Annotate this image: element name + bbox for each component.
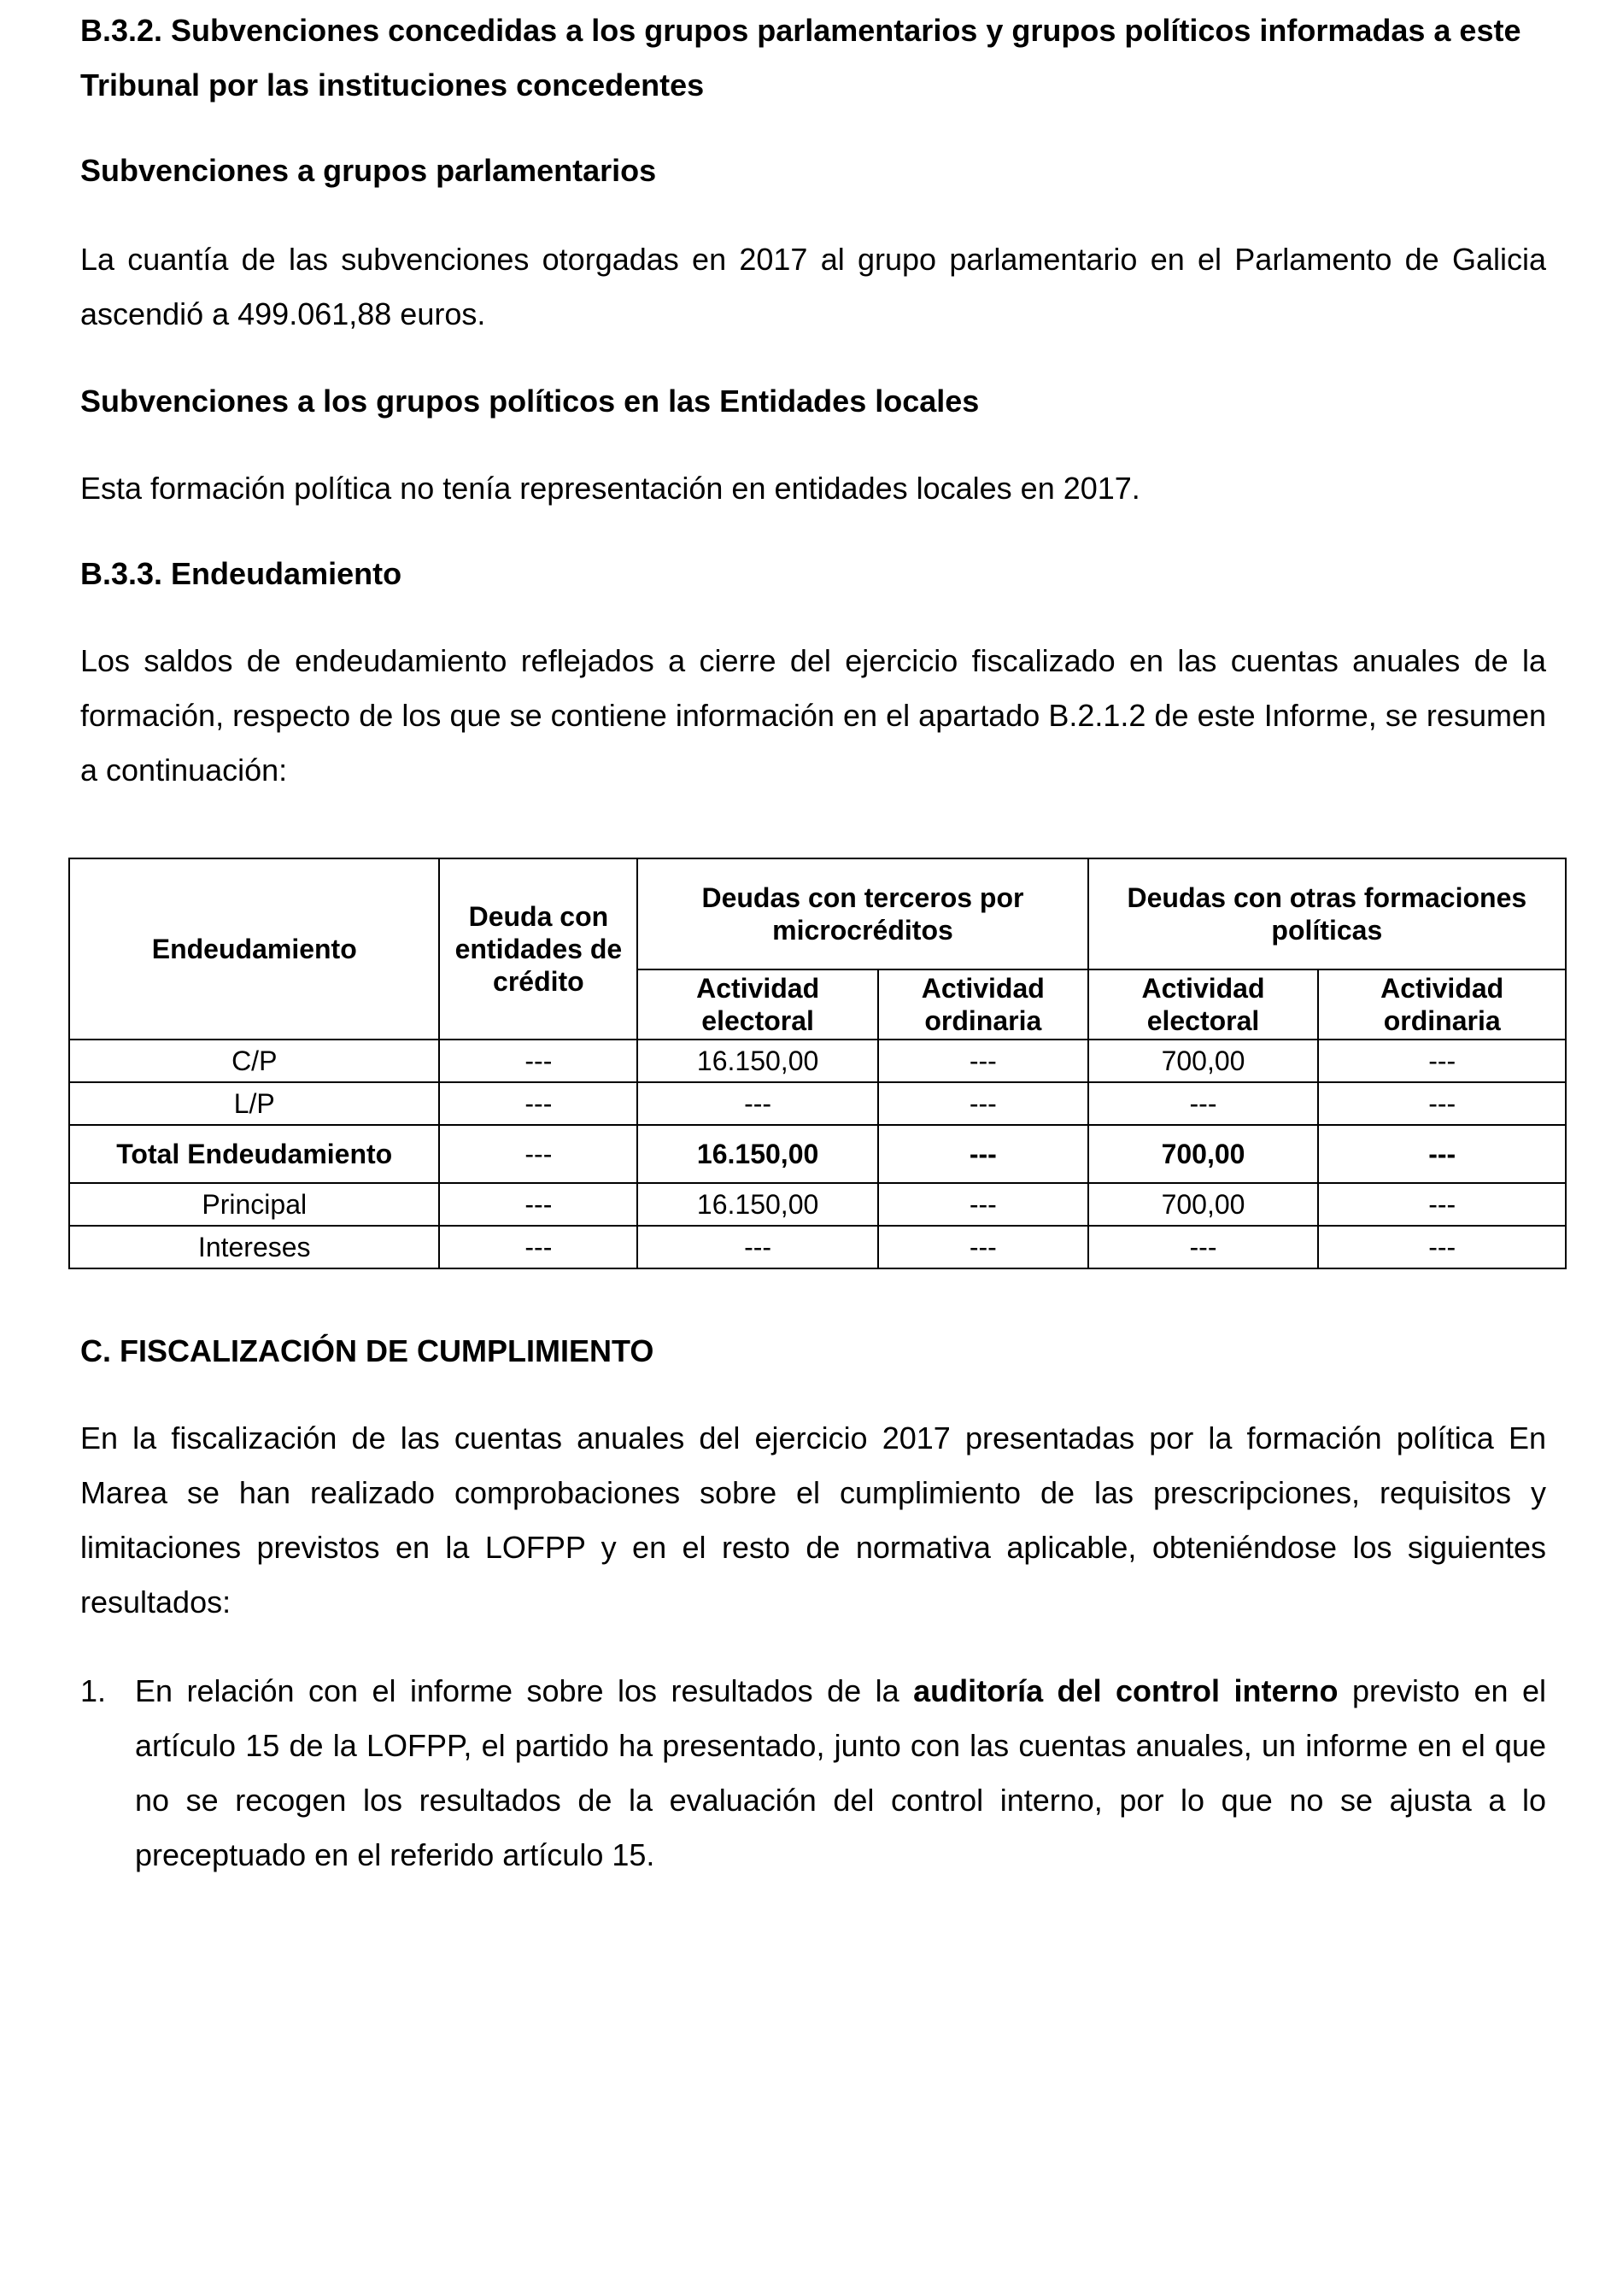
cell-micro-electoral: --- [637,1226,878,1268]
cell-other-electoral: 700,00 [1088,1040,1319,1082]
cell-credit: --- [439,1082,637,1125]
list-item-text [135,1664,1546,1883]
section-b33-heading: B.3.3. Endeudamiento [80,556,402,591]
row-label: Intereses [69,1226,439,1268]
debt-table-wrapper [68,858,1567,1269]
cell-micro-ordinaria: --- [878,1040,1088,1082]
cell-other-electoral: --- [1088,1226,1319,1268]
cell-micro-electoral: 16.150,00 [637,1183,878,1226]
cell-credit: --- [439,1125,637,1183]
cell-micro-electoral: 16.150,00 [637,1125,878,1183]
list-item-text-before: En relación con el informe sobre los resultados de la [135,1673,914,1708]
cell-other-electoral: 700,00 [1088,1125,1319,1183]
row-label: C/P [69,1040,439,1082]
table-row-total [69,1125,1566,1183]
table-row [69,1183,1566,1226]
section-b32-heading: B.3.2. Subvenciones concedidas a los grupos parlamentarios y grupos políticos informadas a este Tribunal por las instituciones concedentes [80,13,1521,102]
table-row [69,1040,1566,1082]
parliamentary-subsidies-heading: Subvenciones a grupos parlamentarios [80,153,657,188]
debt-paragraph: Los saldos de endeudamiento reflejados a cierre del ejercicio fiscalizado en las cuentas anuales de la formación, respecto de los que se contiene información en el apartado B.2.1.2 de este Informe, se resumen a continuación: [80,643,1546,788]
section-c-paragraph: En la fiscalización de las cuentas anuales del ejercicio 2017 presentadas por la formación política En Marea se han realizado comprobaciones sobre el cumplimiento de las prescripciones, requisitos y limitaciones previstos en la LOFPP y en el resto de normativa aplicable, obteniéndose los siguientes resultados: [80,1420,1546,1620]
cell-other-ordinaria: --- [1318,1183,1566,1226]
cell-credit: --- [439,1040,637,1082]
subheader-other-electoral: Actividad electoral [1088,969,1319,1040]
cell-other-ordinaria: --- [1318,1082,1566,1125]
cell-credit: --- [439,1226,637,1268]
cell-micro-ordinaria: --- [878,1183,1088,1226]
local-subsidies-heading: Subvenciones a los grupos políticos en las Entidades locales [80,384,980,419]
header-endeudamiento: Endeudamiento [69,858,439,1040]
row-label: Total Endeudamiento [69,1125,439,1183]
row-label: Principal [69,1183,439,1226]
debt-table [68,858,1567,1269]
cell-micro-ordinaria: --- [878,1082,1088,1125]
cell-other-ordinaria: --- [1318,1040,1566,1082]
header-other-formations: Deudas con otras formaciones políticas [1088,858,1566,969]
subheader-micro-ordinaria: Actividad ordinaria [878,969,1088,1040]
subheader-micro-electoral: Actividad electoral [637,969,878,1040]
list-item-number: 1. [80,1673,107,1708]
cell-credit: --- [439,1183,637,1226]
table-header-row [69,858,1566,969]
table-row [69,1226,1566,1268]
cell-other-ordinaria: --- [1318,1125,1566,1183]
header-credit-entities: Deuda con entidades de crédito [439,858,637,1040]
table-row [69,1082,1566,1125]
list-item-text-after: previsto en el artículo 15 de la LOFPP, el partido ha presentado, junto con las cuentas anuales, un informe en el que no se recogen los resultados de la evaluación del control interno, por lo que no se ajusta a lo preceptuado en el referido artículo 15. [135,1673,1546,1872]
header-microcredits: Deudas con terceros por microcréditos [637,858,1087,969]
row-label: L/P [69,1082,439,1125]
cell-micro-electoral: --- [637,1082,878,1125]
cell-other-ordinaria: --- [1318,1226,1566,1268]
cell-other-electoral: 700,00 [1088,1183,1319,1226]
section-c-heading: C. FISCALIZACIÓN DE CUMPLIMIENTO [80,1333,654,1368]
cell-other-electoral: --- [1088,1082,1319,1125]
parliamentary-subsidies-paragraph: La cuantía de las subvenciones otorgadas en 2017 al grupo parlamentario en el Parlamento de Galicia ascendió a 499.061,88 euros. [80,242,1546,331]
cell-micro-ordinaria: --- [878,1125,1088,1183]
cell-micro-electoral: 16.150,00 [637,1040,878,1082]
cell-micro-ordinaria: --- [878,1226,1088,1268]
local-subsidies-paragraph: Esta formación política no tenía representación en entidades locales en 2017. [80,471,1140,506]
list-item-bold-text: auditoría del control interno [913,1673,1339,1708]
subheader-other-ordinaria: Actividad ordinaria [1318,969,1566,1040]
